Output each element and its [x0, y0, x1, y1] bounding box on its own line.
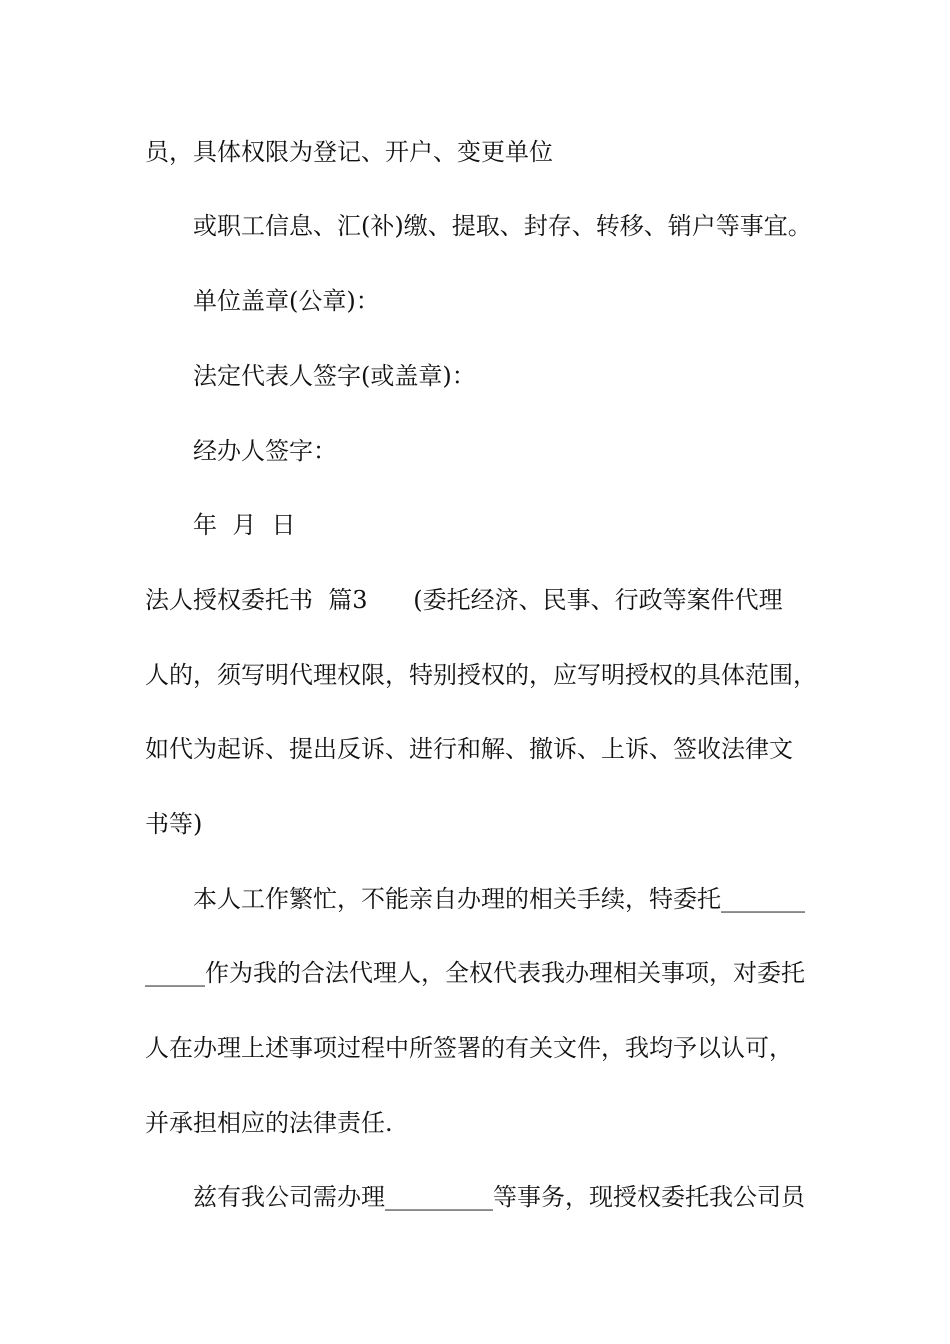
text-line: 单位盖章(公章)：	[193, 287, 380, 315]
date-line: 年 月 日	[193, 511, 296, 539]
text-line: _____作为我的合法代理人，全权代表我办理相关事项，对委托	[145, 959, 805, 987]
text-line: 本人工作繁忙，不能亲自办理的相关手续，特委托_______	[193, 885, 805, 913]
section-heading: 法人授权委托书 篇3 (委托经济、民事、行政等案件代理	[145, 586, 783, 614]
text-line: 人的，须写明代理权限，特别授权的，应写明授权的具体范围，	[145, 661, 817, 689]
text-line: 法定代表人签字(或盖章)：	[193, 362, 476, 390]
text-line: 如代为起诉、提出反诉、进行和解、撤诉、上诉、签收法律文	[145, 735, 793, 763]
text-line: 或职工信息、汇(补)缴、提取、封存、转移、销户等事宜。	[193, 212, 812, 240]
text-line: 经办人签字：	[193, 437, 337, 465]
text-line: 并承担相应的法律责任.	[145, 1109, 393, 1137]
text-line: 人在办理上述事项过程中所签署的有关文件，我均予以认可，	[145, 1034, 793, 1062]
text-line: 员，具体权限为登记、开户、变更单位	[145, 138, 553, 166]
text-line: 兹有我公司需办理_________等事务，现授权委托我公司员	[193, 1183, 805, 1211]
text-line: 书等)	[145, 810, 203, 838]
